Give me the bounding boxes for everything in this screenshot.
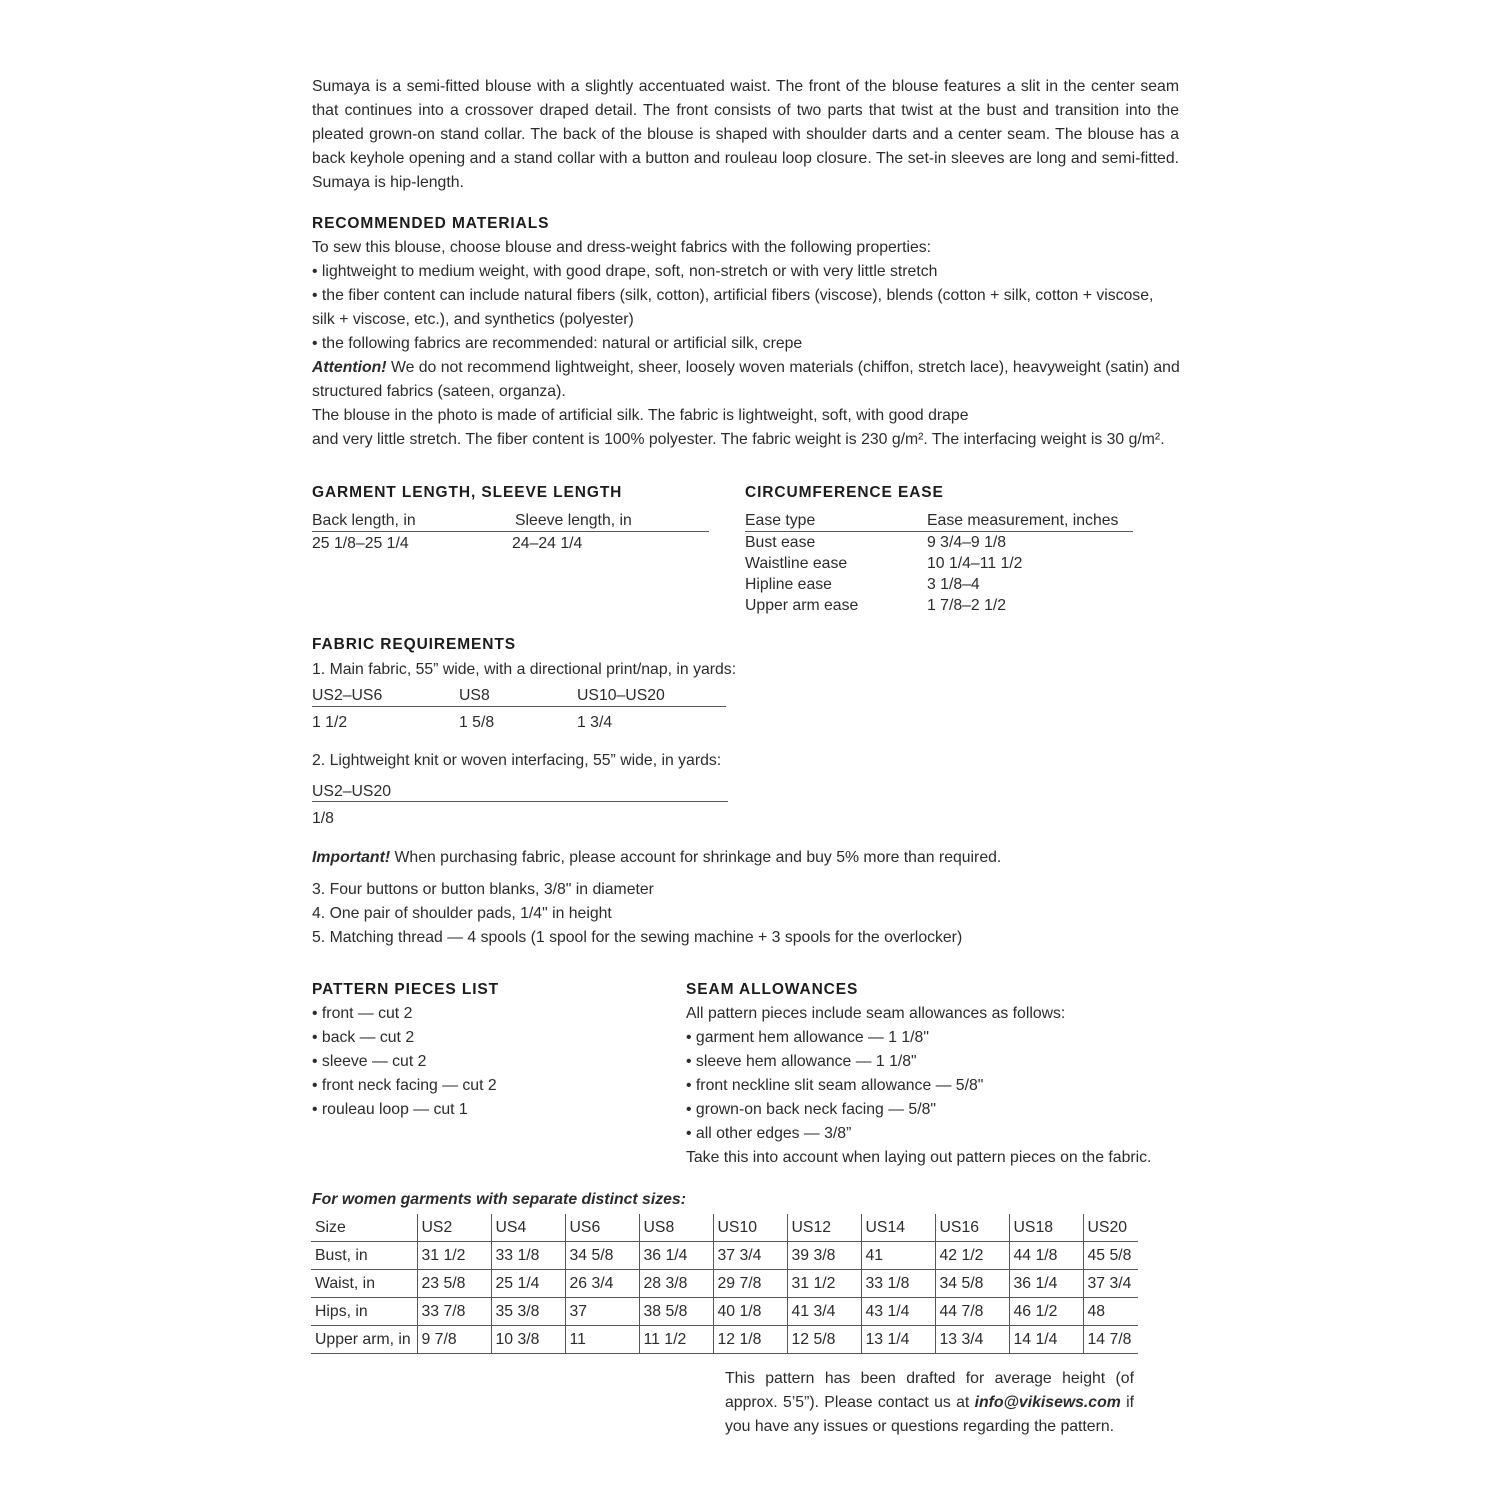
materials-bullet: • the fiber content can include natural fibers (silk, cotton), artificial fibers (viscose), blends (cotton + silk, cotton + viscose, <box>312 287 1154 304</box>
size-table-cell: 31 1/2 <box>787 1270 861 1298</box>
ease-section <box>745 481 1145 621</box>
size-table-cell: 29 7/8 <box>713 1270 787 1298</box>
seam-allowance-item: • grown-on back neck facing — 5/8" <box>686 1101 936 1118</box>
size-table-cell: 33 1/8 <box>861 1270 935 1298</box>
ease-type-col: Ease type <box>745 512 816 529</box>
main-fabric-col: US8 <box>459 687 490 704</box>
materials-section <box>312 212 1212 452</box>
sleeve-length-value: 24–24 1/4 <box>512 535 583 552</box>
size-table-row <box>311 1242 1138 1270</box>
size-table-row-label: Upper arm, in <box>311 1326 417 1354</box>
pattern-piece-item: • front — cut 2 <box>312 1005 413 1022</box>
pattern-piece-item: • rouleau loop — cut 1 <box>312 1101 468 1118</box>
garment-length-section <box>312 481 712 561</box>
size-table-header-row <box>311 1214 1138 1242</box>
size-table-cell: 37 3/4 <box>713 1242 787 1270</box>
ease-heading: CIRCUMFERENCE EASE <box>745 484 944 501</box>
ease-type: Bust ease <box>745 534 816 551</box>
materials-intro: To sew this blouse, choose blouse and dress-weight fabrics with the following properties: <box>312 239 932 256</box>
photo-note: The blouse in the photo is made of artificial silk. The fabric is lightweight, soft, with good drape <box>312 407 969 424</box>
seam-allowance-item: • front neckline slit seam allowance — 5/8" <box>686 1077 984 1094</box>
garment-length-heading: GARMENT LENGTH, SLEEVE LENGTH <box>312 484 623 501</box>
size-table-cell: 38 5/8 <box>639 1298 713 1326</box>
intro-paragraph: Sumaya is a semi-fitted blouse with a slightly accentuated waist. The front of the blouse features a slit in the center seam that continues into a crossover draped detail. The front consists of two parts that twist at the bust and transition into the pleated grown-on stand collar. The back of the blouse is shaped with shoulder darts and a center seam. The blouse has a back keyhole opening and a stand collar with a button and rouleau loop closure. The set-in sleeves are long and semi-fitted. Sumaya is hip-length. <box>312 78 1179 191</box>
back-length-col: Back length, in <box>312 512 416 529</box>
size-table-cell: 13 3/4 <box>935 1326 1009 1354</box>
contact-email-link[interactable]: info@vikisews.com <box>974 1394 1121 1411</box>
seam-allowances-outro: Take this into account when laying out pattern pieces on the fabric. <box>686 1149 1152 1166</box>
interfacing-header <box>312 780 728 802</box>
size-table-cell: 33 7/8 <box>417 1298 491 1326</box>
pattern-piece-item: • front neck facing — cut 2 <box>312 1077 497 1094</box>
ease-type: Upper arm ease <box>745 597 859 614</box>
interfacing-value: 1/8 <box>312 810 334 827</box>
size-table-cell: US14 <box>861 1214 935 1242</box>
ease-header <box>745 509 1133 532</box>
size-table-cell: 28 3/8 <box>639 1270 713 1298</box>
footer-note <box>725 1367 1134 1439</box>
garment-length-header <box>312 509 709 532</box>
size-table-cell: US18 <box>1009 1214 1083 1242</box>
ease-value: 10 1/4–11 1/2 <box>927 555 1023 572</box>
size-table-cell: US20 <box>1083 1214 1138 1242</box>
size-table <box>311 1214 1138 1354</box>
attention-note <box>312 356 1212 380</box>
sleeve-length-col: Sleeve length, in <box>515 512 632 529</box>
size-table-cell: US8 <box>639 1214 713 1242</box>
size-table-cell: US10 <box>713 1214 787 1242</box>
seam-allowances-intro: All pattern pieces include seam allowances as follows: <box>686 1005 1066 1022</box>
footer-text: This pattern has been drafted for average height (of approx. 5’5”). Please contact us at <box>725 1370 1134 1411</box>
attention-label: Attention! <box>312 359 387 376</box>
size-table-row <box>311 1270 1138 1298</box>
size-table-cell: 44 7/8 <box>935 1298 1009 1326</box>
size-table-cell: 23 5/8 <box>417 1270 491 1298</box>
back-length-value: 25 1/8–25 1/4 <box>312 535 409 552</box>
size-table-row-label: Bust, in <box>311 1242 417 1270</box>
ease-type: Waistline ease <box>745 555 848 572</box>
ease-value: 9 3/4–9 1/8 <box>927 534 1007 551</box>
pattern-piece-item: • back — cut 2 <box>312 1029 415 1046</box>
important-note <box>312 846 1001 870</box>
size-table-cell: 11 1/2 <box>639 1326 713 1354</box>
photo-note-cont: and very little stretch. The fiber content is 100% polyester. The fabric weight is 230 g/m². The interfacing weight is 30 g/m². <box>312 431 1165 448</box>
seam-allowances-section <box>686 978 1186 1170</box>
main-fabric-col: US10–US20 <box>577 687 665 704</box>
main-fabric-value: 1 3/4 <box>577 714 613 731</box>
ease-type: Hipline ease <box>745 576 832 593</box>
important-text: When purchasing fabric, please account for shrinkage and buy 5% more than required. <box>390 849 1002 866</box>
size-table-cell: 34 5/8 <box>935 1270 1009 1298</box>
materials-heading: RECOMMENDED MATERIALS <box>312 215 550 232</box>
ease-value: 3 1/8–4 <box>927 576 980 593</box>
main-fabric-label: 1. Main fabric, 55” wide, with a directional print/nap, in yards: <box>312 661 737 678</box>
size-table-cell: 41 3/4 <box>787 1298 861 1326</box>
size-table-cell: US12 <box>787 1214 861 1242</box>
size-table-cell: 37 3/4 <box>1083 1270 1138 1298</box>
materials-bullet-cont: silk + viscose, etc.), and synthetics (polyester) <box>312 311 634 328</box>
size-table-cell: US2 <box>417 1214 491 1242</box>
notion-item: 3. Four buttons or button blanks, 3/8" in diameter <box>312 881 654 898</box>
size-table-cell: 10 3/8 <box>491 1326 565 1354</box>
size-table-cell: 14 7/8 <box>1083 1326 1138 1354</box>
size-table-cell: US16 <box>935 1214 1009 1242</box>
size-table-cell: US4 <box>491 1214 565 1242</box>
size-table-cell: 13 1/4 <box>861 1326 935 1354</box>
size-table-cell: 12 5/8 <box>787 1326 861 1354</box>
size-table-cell: 43 1/4 <box>861 1298 935 1326</box>
size-table-caption: For women garments with separate distinct sizes: <box>312 1191 686 1208</box>
size-table-cell: 12 1/8 <box>713 1326 787 1354</box>
size-table-cell: 48 <box>1083 1298 1138 1326</box>
size-table-cell: 41 <box>861 1242 935 1270</box>
size-table-cell: 45 5/8 <box>1083 1242 1138 1270</box>
important-label: Important! <box>312 849 391 866</box>
size-table-cell: 36 1/4 <box>639 1242 713 1270</box>
size-table-cell: 37 <box>565 1298 639 1326</box>
interfacing-col: US2–US20 <box>312 783 392 800</box>
pattern-pieces-heading: PATTERN PIECES LIST <box>312 981 500 998</box>
size-table-cell: 39 3/8 <box>787 1242 861 1270</box>
pattern-pieces-section <box>312 978 652 1122</box>
size-table-cell: 14 1/4 <box>1009 1326 1083 1354</box>
ease-value: 1 7/8–2 1/2 <box>927 597 1007 614</box>
fabric-heading: FABRIC REQUIREMENTS <box>312 636 516 653</box>
seam-allowance-item: • garment hem allowance — 1 1/8" <box>686 1029 929 1046</box>
size-table-cell: 44 1/8 <box>1009 1242 1083 1270</box>
size-table-cell: US6 <box>565 1214 639 1242</box>
pattern-piece-item: • sleeve — cut 2 <box>312 1053 427 1070</box>
interfacing-label: 2. Lightweight knit or woven interfacing, 55” wide, in yards: <box>312 752 722 769</box>
size-table-row <box>311 1326 1138 1354</box>
materials-bullet: • lightweight to medium weight, with good drape, soft, non-stretch or with very little stretch <box>312 263 938 280</box>
main-fabric-col: US2–US6 <box>312 687 383 704</box>
main-fabric-value: 1 1/2 <box>312 714 348 731</box>
size-table-cell: 46 1/2 <box>1009 1298 1083 1326</box>
seam-allowances-heading: SEAM ALLOWANCES <box>686 981 859 998</box>
attention-note-cont: structured fabrics (sateen, organza). <box>312 383 566 400</box>
size-table-row-label: Waist, in <box>311 1270 417 1298</box>
seam-allowance-item: • all other edges — 3/8” <box>686 1125 852 1142</box>
size-table-cell: 26 3/4 <box>565 1270 639 1298</box>
attention-text: We do not recommend lightweight, sheer, loosely woven materials (chiffon, stretch lace), heavyweight (satin) and <box>386 359 1180 376</box>
size-table-cell: 35 3/8 <box>491 1298 565 1326</box>
notion-item: 4. One pair of shoulder pads, 1/4" in height <box>312 905 612 922</box>
main-fabric-header <box>312 684 726 707</box>
size-table-cell: 25 1/4 <box>491 1270 565 1298</box>
size-table-cell: 11 <box>565 1326 639 1354</box>
size-table-cell: 9 7/8 <box>417 1326 491 1354</box>
size-table-cell: 31 1/2 <box>417 1242 491 1270</box>
fabric-section <box>312 633 1212 953</box>
size-table-cell: 36 1/4 <box>1009 1270 1083 1298</box>
ease-measure-col: Ease measurement, inches <box>927 512 1119 529</box>
size-table-cell: 34 5/8 <box>565 1242 639 1270</box>
size-table-cell: 33 1/8 <box>491 1242 565 1270</box>
size-table-row-label: Hips, in <box>311 1298 417 1326</box>
size-table-cell: 40 1/8 <box>713 1298 787 1326</box>
size-table-row-label: Size <box>311 1214 417 1242</box>
seam-allowance-item: • sleeve hem allowance — 1 1/8" <box>686 1053 917 1070</box>
size-table-row <box>311 1298 1138 1326</box>
footer-text: if you have any issues or questions regarding the pattern. <box>725 1394 1134 1435</box>
main-fabric-value: 1 5/8 <box>459 714 495 731</box>
notion-item: 5. Matching thread — 4 spools (1 spool for the sewing machine + 3 spools for the overlocker) <box>312 929 963 946</box>
materials-bullet: • the following fabrics are recommended: natural or artificial silk, crepe <box>312 335 803 352</box>
size-table-cell: 42 1/2 <box>935 1242 1009 1270</box>
